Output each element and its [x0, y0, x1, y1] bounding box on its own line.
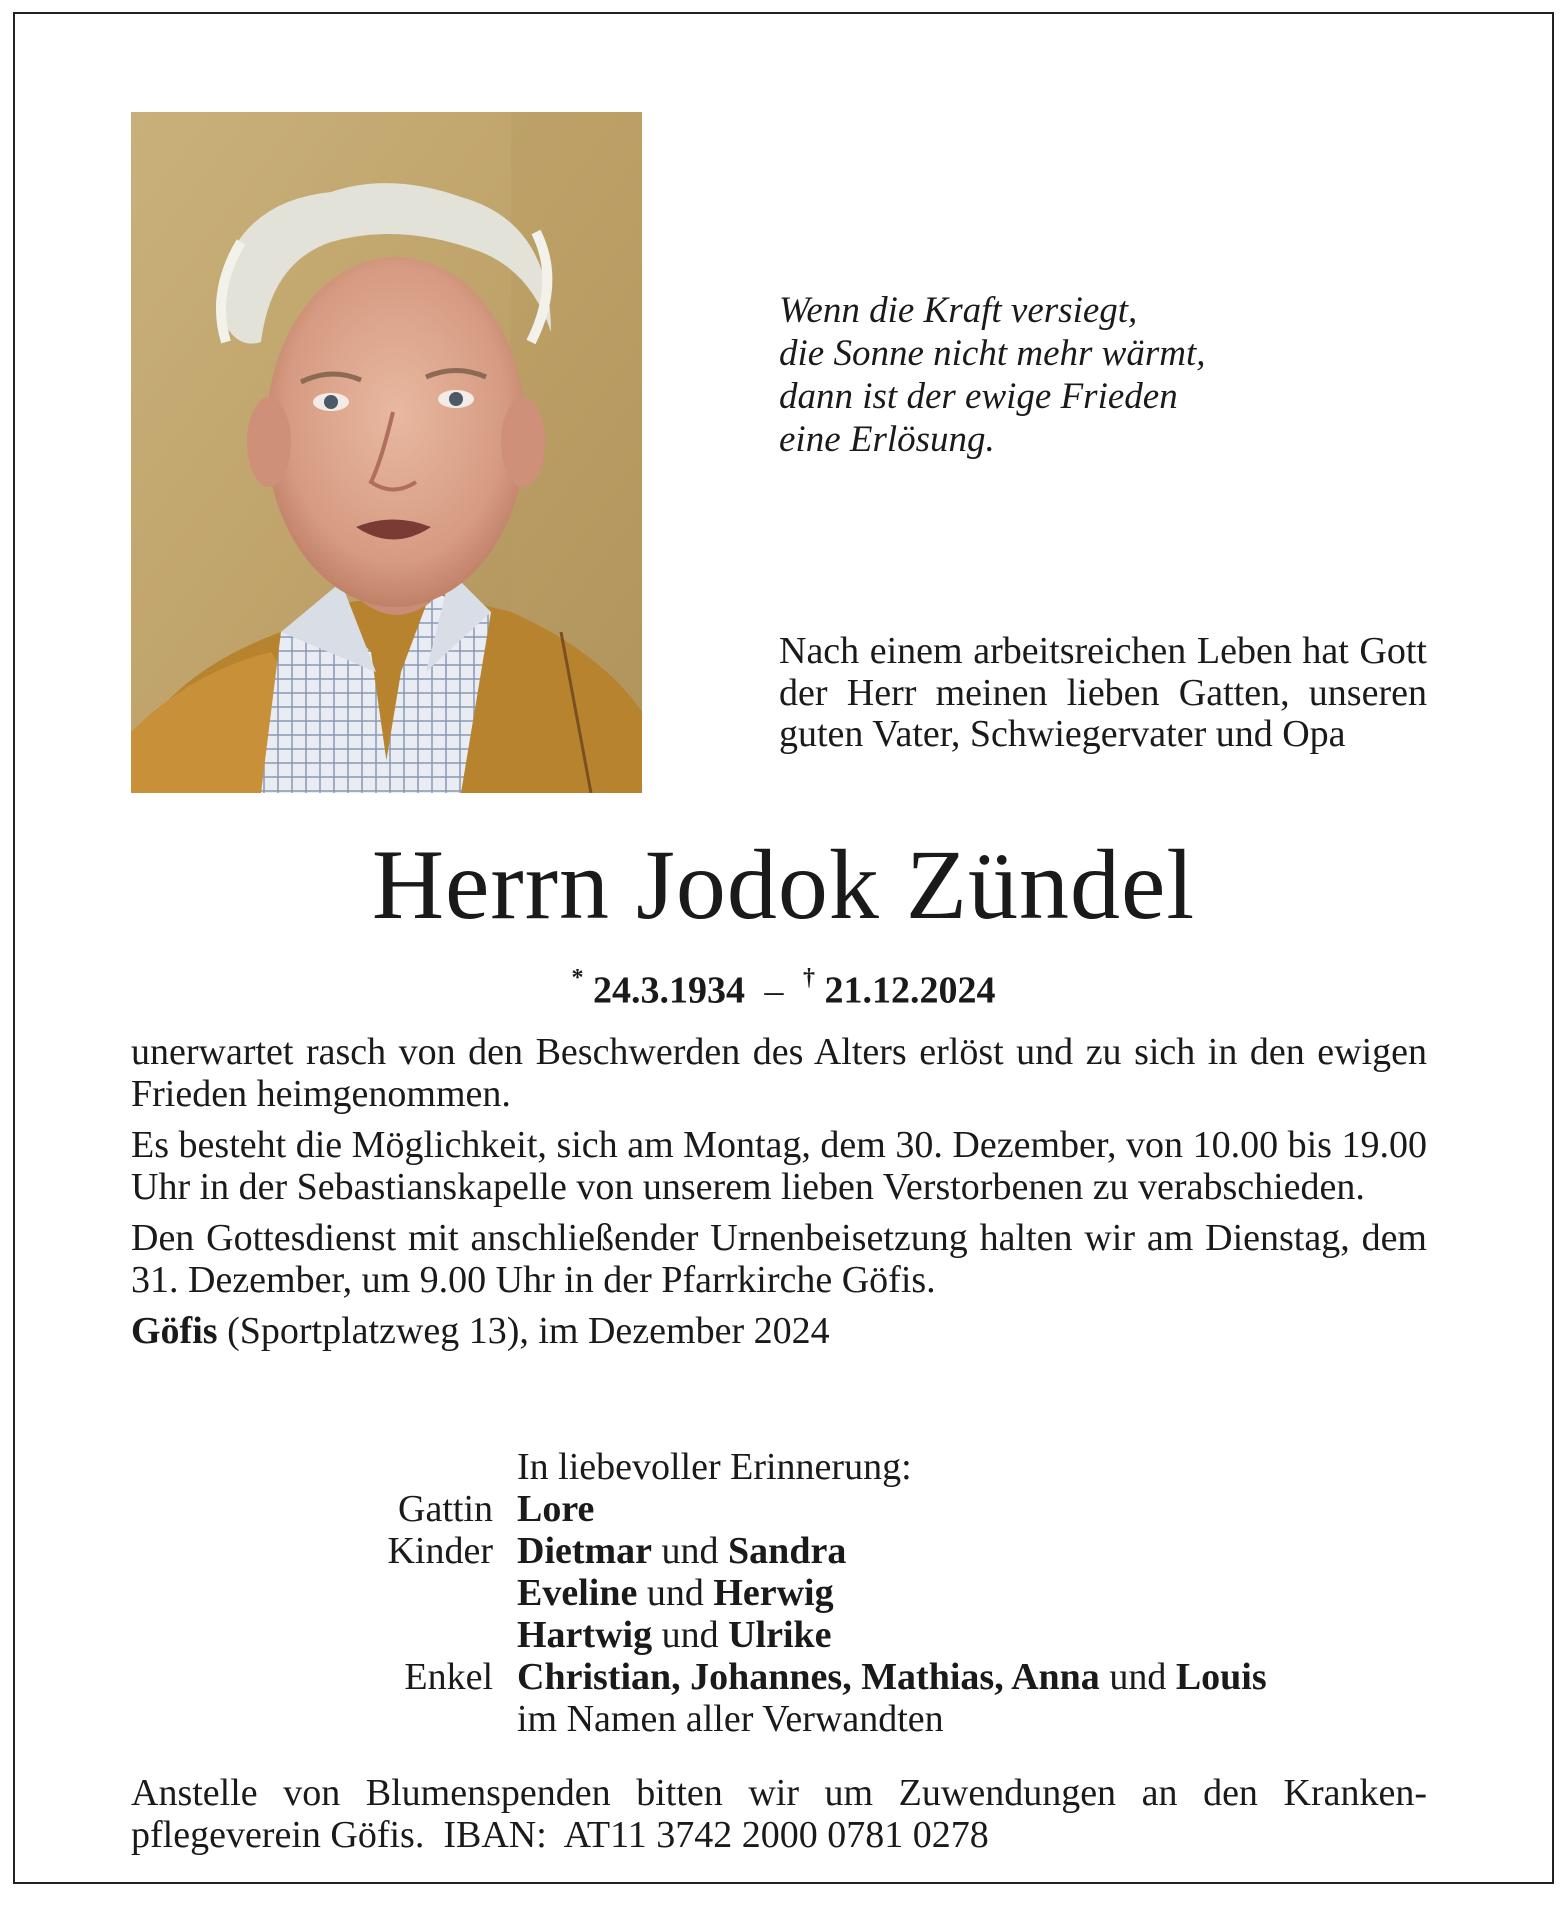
death-date: 21.12.2024 — [824, 969, 996, 1012]
family-heading-row — [15, 1446, 1556, 1488]
notice-body — [131, 1032, 1427, 1363]
donation-note — [131, 1772, 1427, 1856]
place-details: (Sportplatzweg 13), im Dezember 2024 — [217, 1310, 830, 1352]
family-footer: im Namen aller Verwandten — [517, 1698, 944, 1740]
place-name: Göfis — [131, 1310, 218, 1352]
family-heading: In liebevoller Erinnerung: — [517, 1446, 912, 1488]
family-name: Dietmar — [517, 1530, 653, 1572]
date-separator: – — [764, 969, 784, 1012]
death-symbol: † — [803, 965, 815, 991]
family-name: Eveline — [517, 1572, 638, 1614]
family-connector: und — [637, 1572, 714, 1614]
family-name: Lore — [517, 1488, 595, 1530]
birth-symbol: * — [571, 965, 584, 991]
donation-line: pflegeverein Göfis. IBAN: AT11 3742 2000 0781 0278 — [131, 1814, 989, 1856]
donation-line: Anstelle von Blumenspenden bitten wir um Zuwendungen an den Kranken- — [131, 1772, 1427, 1814]
body-paragraph: Den Gottesdienst mit anschließender Urnenbeisetzung halten wir am Dienstag, dem 31. Dezember, um 9.00 Uhr in der Pfarrkirche Göfis. — [131, 1217, 1427, 1301]
life-dates — [15, 960, 1552, 1013]
family-row-gattin — [15, 1488, 1556, 1530]
family-name: Hartwig — [517, 1614, 653, 1656]
family-row-kinder — [15, 1530, 1556, 1572]
obituary-notice — [13, 12, 1554, 1884]
family-row-kinder — [15, 1572, 1556, 1614]
family-row-kinder — [15, 1614, 1556, 1656]
family-name: Ulrike — [728, 1614, 832, 1656]
body-paragraph: unerwartet rasch von den Beschwerden des Alters erlöst und zu sich in den ewigen Frieden heimgenommen. — [131, 1031, 1427, 1115]
birth-date: 24.3.1934 — [593, 969, 745, 1012]
body-paragraph: Es besteht die Möglichkeit, sich am Montag, dem 30. Dezember, von 10.00 bis 19.00 Uhr in der Sebastianskapelle von unserem lieben Verstorbenen zu verabschieden. — [131, 1124, 1427, 1208]
family-connector: und — [1099, 1656, 1176, 1698]
family-connector: und — [652, 1530, 729, 1572]
intro-text: Nach einem arbeitsreichen Leben hat Gott der Herr meinen lieben Gatten, unseren guten Vater, Schwiegervater und Opa — [779, 630, 1427, 755]
quote-line: eine Erlösung. — [779, 419, 995, 460]
relation-label: Enkel — [404, 1656, 493, 1698]
family-connector: und — [652, 1614, 729, 1656]
memorial-quote — [779, 289, 1339, 461]
relation-label: Kinder — [387, 1530, 493, 1572]
relation-label: Gattin — [398, 1488, 493, 1530]
portrait-photo-graphic — [131, 112, 642, 793]
family-name: Louis — [1175, 1656, 1267, 1698]
family-list — [15, 1446, 1556, 1740]
quote-line: dann ist der ewige Frieden — [779, 376, 1178, 417]
family-name: Sandra — [728, 1530, 847, 1572]
family-row-enkel — [15, 1656, 1556, 1698]
portrait-photo — [131, 112, 642, 793]
family-name: Christian, Johannes, Mathias, Anna — [517, 1656, 1100, 1698]
quote-line: die Sonne nicht mehr wärmt, — [779, 333, 1206, 374]
family-footer-row — [15, 1698, 1556, 1740]
family-name: Herwig — [713, 1572, 834, 1614]
deceased-name: Herrn Jodok Zündel — [371, 829, 1196, 940]
place-and-date — [131, 1311, 1427, 1353]
quote-line: Wenn die Kraft versiegt, — [779, 290, 1138, 331]
